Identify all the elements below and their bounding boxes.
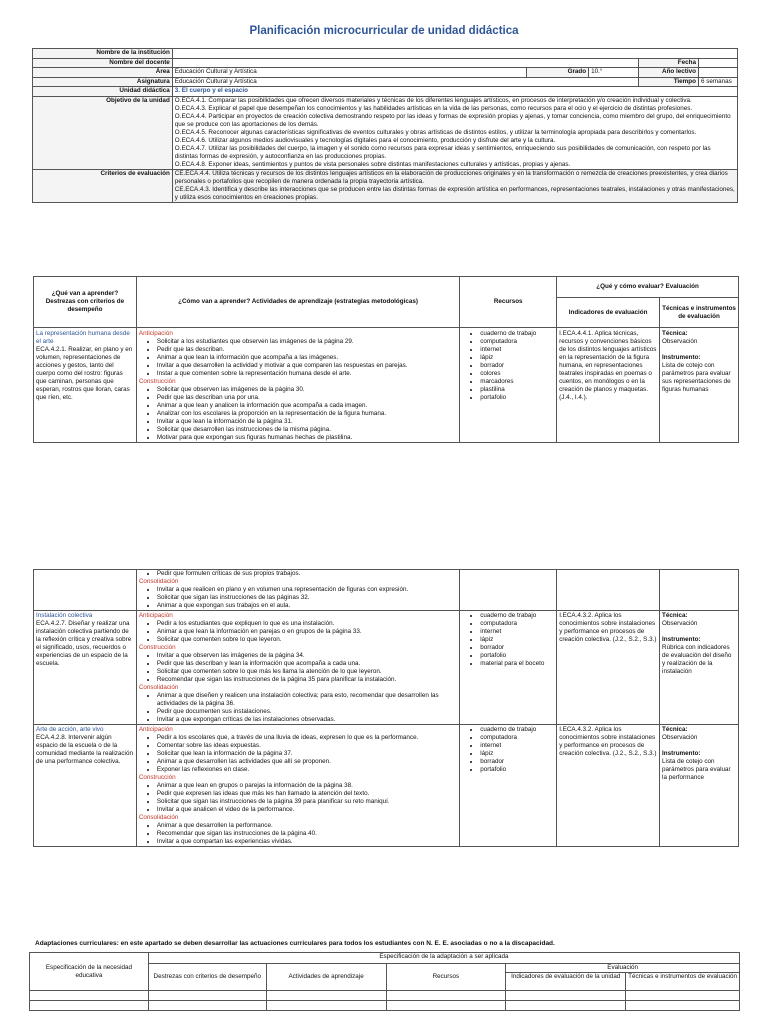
list-item: • Pedir a los estudiantes que expliquen lo que es una instalación. — [157, 620, 457, 628]
col-adaptacion: Especificación de la adaptación a ser aplicada — [148, 953, 739, 964]
actividades-cell — [136, 570, 459, 611]
recursos-cell — [460, 328, 557, 443]
list-item: • internet — [480, 742, 554, 750]
fase-anticipacion: Anticipación — [138, 612, 173, 619]
fase-anticipacion: Anticipación — [138, 726, 173, 733]
list-item: • internet — [480, 628, 554, 636]
list-item: • computadora — [480, 338, 554, 346]
recursos-cell — [460, 725, 557, 847]
fecha-label: Fecha — [639, 58, 699, 68]
actividades-cell — [136, 725, 459, 847]
list-item: • borrador — [480, 758, 554, 766]
page-title: Planificación microcurricular de unidad didáctica — [249, 25, 519, 37]
destreza-text: ECA.4.2.1. Realizar, en plano y en volumen, representaciones de acciones y gestos, tanto del cuerpo como del rostro: figuras que caminan, personas que esperan, rostros que lloran, caras que ríen, etc. — [36, 346, 133, 401]
criterio-item: CE.ECA.4.3. Identifica y describe las interacciones que se producen entre las distintas formas de expresión artística en performances, representaciones teatrales, instalaciones y otras manifestaciones, y utiliza esos conocimientos en creaciones propias. — [174, 185, 735, 201]
fecha-value[interactable] — [698, 58, 737, 68]
col-indicadores: Indicadores de evaluación — [557, 298, 660, 328]
col-recursos: Recursos — [460, 277, 557, 328]
table-cell[interactable] — [266, 1001, 386, 1011]
list-item: • Pedir que documenten sus instalaciones. — [157, 708, 457, 716]
grado-value: 10.° — [589, 68, 639, 78]
list-item: • portafolio — [480, 652, 554, 660]
col-destrezas: ¿Qué van a aprender? Destrezas con criterios de desempeño — [34, 277, 137, 328]
list-item: • Animar a que desarrollen la performance. — [157, 822, 457, 830]
fase-consolidacion: Consolidación — [138, 814, 179, 821]
criterio-item: CE.ECA.4.4. Utiliza técnicas y recursos de los distintos lenguajes artísticos en la elaboración de producciones originales y en la transformación o remezcla de creaciones preexistentes, y crea diarios personales o portafolios que recopilen de manera ordenada la propia trayectoria artística. — [174, 169, 728, 185]
list-item: • lápiz — [480, 750, 554, 758]
list-item: • Invitar a que compartan las experiencias vividas. — [157, 838, 457, 846]
unidad-value: 3. El cuerpo y el espacio — [172, 87, 737, 97]
col-actividades: ¿Cómo van a aprender? Actividades de aprendizaje (estrategias metodológicas) — [136, 277, 459, 328]
tecnica-label: Técnica: — [662, 726, 688, 733]
objetivo-item: O.ECA.4.5. Reconocer algunas características significativas de eventos culturales y obras artísticas de distintos estilos, y utilizar la terminología apropiada para describirlos y comentarlos. — [174, 128, 697, 136]
docente-value[interactable] — [172, 58, 638, 68]
table-cell[interactable] — [148, 1001, 266, 1011]
docente-label: Nombre del docente — [33, 58, 173, 68]
fase-consolidacion: Consolidación — [138, 578, 179, 585]
anio-label: Año lectivo — [639, 68, 699, 78]
tiempo-label: Tiempo — [639, 77, 699, 87]
actividades-cell — [136, 328, 459, 443]
tecnicas-cell — [660, 725, 739, 847]
anio-value[interactable] — [698, 68, 737, 78]
col-adapt-destrezas: Destrezas con criterios de desempeño — [148, 964, 266, 991]
col-adapt-evaluacion: Evaluación — [506, 964, 740, 973]
objetivo-item: O.ECA.4.7. Utilizar las posibilidades del cuerpo, la imagen y el sonido como recursos para expresar ideas y sentimientos, enriqueciendo sus posibilidades de comunicación, con respeto por las distintas formas de expresión, y autoconfianza en las producciones propias. — [174, 144, 711, 160]
list-item: • portafolio — [480, 766, 554, 774]
list-item: • Solicitar que comenten sobre lo que más les llama la atención de lo que leyeron. — [157, 668, 457, 676]
list-item: • Invitar a que observen las imágenes de la página 34. — [157, 652, 457, 660]
institucion-label: Nombre de la institución — [33, 49, 173, 59]
list-item: • Solicitar que desarrollen las instrucciones de la misma página. — [157, 426, 457, 434]
instrumento-label: Instrumento: — [662, 354, 701, 361]
tecnica-value: Observación — [662, 338, 698, 345]
table-cell[interactable] — [626, 991, 740, 1001]
col-necesidad: Especificación de la necesidad educativa — [30, 953, 149, 991]
instrumento-label: Instrumento: — [662, 750, 701, 757]
indicador-cell: I.ECA.4.4.1. Aplica técnicas, recursos y convenciones básicos de los distintos lenguajes artísticos en la representación de la figura humana, en representaciones teatrales inspiradas en poemas o cuentos, en monólogos o en la creación de planos y maquetas. (J.4., I.4.). — [557, 328, 660, 443]
list-item: • Animar a que lean la información que acompaña a las imágenes. — [157, 354, 457, 362]
list-item: • Invitar a que realicen en plano y en volumen una representación de figuras con expresión. — [157, 586, 457, 594]
list-item: • portafolio — [480, 394, 554, 402]
adaptaciones-table — [29, 952, 740, 1011]
list-item: • material para el boceto — [480, 660, 554, 668]
tecnicas-cell — [660, 570, 739, 611]
recursos-cell — [460, 611, 557, 725]
indicador-cell: I.ECA.4.3.2. Aplica los conocimientos sobre instalaciones y performance en procesos de creación colectiva. (J.2., S.2., S.3.) — [557, 611, 660, 725]
header-table — [32, 48, 738, 203]
criterios-cell — [172, 169, 737, 202]
unidad-label: Unidad didáctica — [33, 87, 173, 97]
instrumento-label: Instrumento: — [662, 636, 701, 643]
list-item: • computadora — [480, 620, 554, 628]
list-item: • Animar a que lean la información en parejas o en grupos de la página 33. — [157, 628, 457, 636]
table-cell[interactable] — [386, 1001, 506, 1011]
destreza-cell — [34, 570, 137, 611]
list-item: • Invitar a que expongan críticas de las instalaciones observadas. — [157, 716, 457, 724]
tecnica-value: Observación — [662, 734, 698, 741]
destreza-title: Instalación colectiva — [36, 612, 93, 619]
list-item: • Instar a que comenten sobre la representación humana desde el arte. — [157, 370, 457, 378]
list-item: • lápiz — [480, 636, 554, 644]
grado-label: Grado — [527, 68, 589, 78]
adaptaciones-note: Adaptaciones curriculares: en este apartado se deben desarrollar las actuaciones curriculares para todos los estudiantes con N. E. E. asociadas o no a la discapacidad. — [35, 940, 555, 947]
list-item: • Pedir que las describan. — [157, 346, 457, 354]
area-label: Área — [33, 68, 173, 78]
fase-consolidacion: Consolidación — [138, 684, 179, 691]
objetivo-item: O.ECA.4.1. Comparar las posibilidades que ofrecen diversos materiales y técnicas de los diferentes lenguajes artísticos, en procesos de interpretación y/o creación individual y colectiva. — [174, 96, 692, 104]
indicador-cell — [557, 570, 660, 611]
objetivo-item: O.ECA.4.6. Utilizar algunos medios audiovisuales y tecnologías digitales para el conocimiento, producción y disfrute del arte y la cultura. — [174, 136, 556, 144]
tiempo-value: 6 semanas — [698, 77, 737, 87]
table-cell[interactable] — [148, 991, 266, 1001]
objetivos-cell — [172, 96, 737, 169]
list-item: • Solicitar a los estudiantes que observen las imágenes de la página 29. — [157, 338, 457, 346]
fase-construccion: Construcción — [138, 378, 176, 385]
list-item: • Motivar para que expongan sus figuras humanas hechas de plastilina. — [157, 434, 457, 442]
list-item: • Animar a que expongan sus trabajos en el aula. — [157, 602, 457, 610]
col-evaluacion: ¿Qué y cómo evaluar? Evaluación — [557, 277, 739, 298]
destreza-text: ECA.4.2.8. Intervenir algún espacio de la escuela o de la comunidad mediante la realización de una performance colectiva. — [36, 734, 133, 765]
list-item: • Animar a que lean y analicen la información que acompaña a cada imagen. — [157, 402, 457, 410]
fase-construccion: Construcción — [138, 774, 176, 781]
tecnica-value: Observación — [662, 620, 698, 627]
destreza-cell — [34, 611, 137, 725]
list-item: • Pedir que expresen las ideas que más les han llamado la atención del texto. — [157, 790, 457, 798]
list-item: • borrador — [480, 362, 554, 370]
list-item: • Analizar con los escolares la proporción en la representación de la figura humana. — [157, 410, 457, 418]
list-item: • Solicitar que sigan las instrucciones de las páginas 32. — [157, 594, 457, 602]
table-row[interactable] — [30, 1001, 149, 1011]
list-item: • Solicitar que sigan las instrucciones de la página 39 para planificar su reto maniquí. — [157, 798, 457, 806]
list-item: • plastilina — [480, 386, 554, 394]
objetivo-item: O.ECA.4.8. Exponer ideas, sentimientos y puntos de vista personales sobre distintas manifestaciones culturales y artísticas, propias y ajenas. — [174, 160, 571, 168]
objetivo-label: Objetivo de la unidad — [33, 96, 173, 169]
table-cell[interactable] — [266, 991, 386, 1001]
list-item: • Solicitar que observen las imágenes de la página 30. — [157, 386, 457, 394]
table-cell[interactable] — [506, 1001, 626, 1011]
list-item: • lápiz — [480, 354, 554, 362]
plan-table-1 — [33, 276, 739, 443]
table-cell[interactable] — [506, 991, 626, 1001]
list-item: • Recomendar que sigan las instrucciones de la página 35 para planificar la instalación. — [157, 676, 457, 684]
col-tecnicas: Técnicas e instrumentos de evaluación — [660, 298, 739, 328]
instrumento-value: Lista de cotejo con parámetros para evaluar la performance — [662, 758, 731, 781]
col-adapt-indicadores: Indicadores de evaluación de la unidad — [506, 973, 626, 991]
list-item: • internet — [480, 346, 554, 354]
instrumento-value: Rúbrica con indicadores de evaluación del diseño y realización de la instalación — [662, 644, 732, 675]
list-item: • Pedir que las describan y lean la información que acompaña a cada una. — [157, 660, 457, 668]
asignatura-value: Educación Cultural y Artística — [172, 77, 638, 87]
list-item: • Animar a que desarrollen las actividades que allí se proponen. — [157, 758, 457, 766]
destreza-title: La representación humana desde el arte — [36, 330, 130, 345]
col-adapt-actividades: Actividades de aprendizaje — [266, 964, 386, 991]
fase-construccion: Construcción — [138, 644, 176, 651]
actividades-cell — [136, 611, 459, 725]
plan-table-2 — [33, 569, 739, 847]
list-item: • Animar a que diseñen y realicen una instalación colectiva; para esto, recomendar que desarrollen las actividades de la página 36. — [157, 692, 457, 708]
asignatura-label: Asignatura — [33, 77, 173, 87]
list-item: • Animar a que lean en grupos o parejas la información de la página 38. — [157, 782, 457, 790]
list-item: • Pedir a los escolares que, a través de una lluvia de ideas, expresen lo que es la performance. — [157, 734, 457, 742]
list-item: • Solicitar que lean la información de la página 37. — [157, 750, 457, 758]
list-item: • computadora — [480, 734, 554, 742]
destreza-text: ECA.4.2.7. Diseñar y realizar una instalación colectiva partiendo de la reflexión crítica y creativa sobre el significado, usos, recuerdos o experiencias de un espacio de la escuela. — [36, 620, 132, 667]
destreza-title: Arte de acción, arte vivo — [36, 726, 104, 733]
destreza-cell — [34, 328, 137, 443]
instrumento-value: Lista de cotejo con parámetros para evaluar sus representaciones de figuras humanas — [662, 362, 731, 393]
tecnica-label: Técnica: — [662, 330, 688, 337]
tecnicas-cell — [660, 328, 739, 443]
list-item: • Invitar a que analicen el video de la performance. — [157, 806, 457, 814]
institucion-value[interactable] — [172, 49, 737, 59]
objetivo-item: O.ECA.4.3. Explicar el papel que desempeñan los conocimientos y las habilidades artísticas en la vida de las personas, como recursos para el ocio y el ejercicio de distintas profesiones. — [174, 104, 693, 112]
col-adapt-recursos: Recursos — [386, 964, 506, 991]
indicador-cell: I.ECA.4.3.2. Aplica los conocimientos sobre instalaciones y performance en procesos de creación colectiva. (J.2., S.2., S.3.) — [557, 725, 660, 847]
list-item: • marcadores — [480, 378, 554, 386]
list-item: • cuaderno de trabajo — [480, 330, 554, 338]
list-item: • Pedir que las describan una por una. — [157, 394, 457, 402]
tecnica-label: Técnica: — [662, 612, 688, 619]
list-item: • borrador — [480, 644, 554, 652]
list-item: • Pedir que formulen críticas de sus propios trabajos. — [157, 570, 457, 578]
table-cell[interactable] — [626, 1001, 740, 1011]
list-item: • Recomendar que sigan las instrucciones de la página 40. — [157, 830, 457, 838]
col-adapt-tecnicas: Técnicas e instrumentos de evaluación — [626, 973, 740, 991]
list-item: • cuaderno de trabajo — [480, 612, 554, 620]
list-item: • cuaderno de trabajo — [480, 726, 554, 734]
list-item: • Solicitar que comenten sobre lo que leyeron. — [157, 636, 457, 644]
list-item: • Exponer las reflexiones en clase. — [157, 766, 457, 774]
area-value: Educación Cultural y Artística — [172, 68, 526, 78]
list-item: • colores — [480, 370, 554, 378]
table-cell[interactable] — [386, 991, 506, 1001]
list-item: • Comentar sobre las ideas expuestas. — [157, 742, 457, 750]
objetivo-item: O.ECA.4.4. Participar en proyectos de creación colectiva demostrando respeto por las ideas y formas de expresión propias y ajenas, y tomar conciencia, como miembro del grupo, del enriquecimiento que se produce con las aportaciones de los demás. — [174, 112, 731, 128]
list-item: • Invitar a que desarrollen la actividad y motivar a que comparen las respuestas en parejas. — [157, 362, 457, 370]
criterios-label: Criterios de evaluación — [33, 169, 173, 202]
fase-anticipacion: Anticipación — [138, 330, 173, 337]
destreza-cell — [34, 725, 137, 847]
list-item: • Invitar a que lean la información de la página 31. — [157, 418, 457, 426]
tecnicas-cell — [660, 611, 739, 725]
table-row[interactable] — [30, 991, 149, 1001]
recursos-cell — [460, 570, 557, 611]
